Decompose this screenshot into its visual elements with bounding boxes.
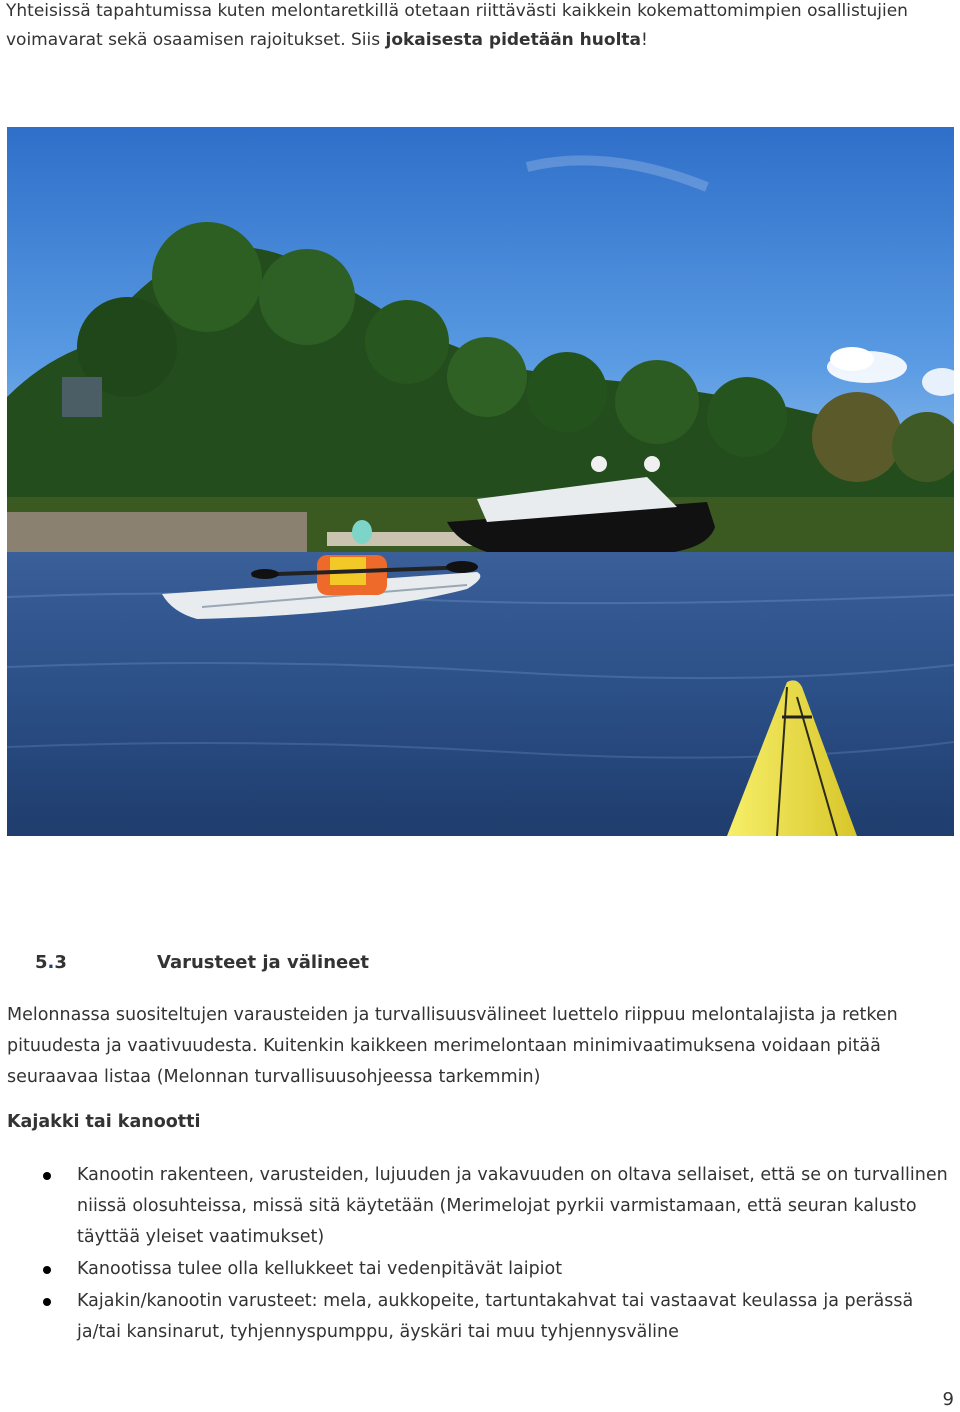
list-item xyxy=(0,1286,950,1348)
intro-bold-text: jokaisesta pidetään huolta xyxy=(385,30,641,50)
intro-text-end: ! xyxy=(641,30,648,50)
section-heading xyxy=(35,952,369,973)
page-number: 9 xyxy=(942,1389,954,1410)
bullet-list xyxy=(0,1160,950,1349)
bullet-icon xyxy=(43,1172,51,1180)
intro-paragraph xyxy=(6,0,956,55)
list-item xyxy=(0,1254,950,1285)
bullet-icon xyxy=(43,1266,51,1274)
bullet-icon xyxy=(43,1298,51,1306)
intro-text: Yhteisissä tapahtumissa kuten melontaretkillä otetaan riittävästi kaikkein kokemattomimpien osallistujien voimavarat sekä osaamisen rajoitukset. Siis xyxy=(6,1,908,50)
section-title: Varusteet ja välineet xyxy=(157,952,370,973)
section-paragraph: Melonnassa suositeltujen varausteiden ja turvallisuusvälineet luettelo riippuu melontalajista ja retken pituudesta ja vaativuudesta. Kuitenkin kaikkeen merimelontaan minimivaatimuksena voidaan pitää seuraavaa listaa (Melonnan turvallisuusohjeessa tarkemmin) xyxy=(7,1005,898,1087)
subheading: Kajakki tai kanootti xyxy=(7,1112,201,1132)
list-item xyxy=(0,1160,950,1253)
list-item-text: Kanootissa tulee olla kellukkeet tai vedenpitävät laipiot xyxy=(77,1259,563,1279)
list-item-text: Kajakin/kanootin varusteet: mela, aukkopeite, tartuntakahvat tai vastaavat keulassa ja perässä ja/tai kansinarut, tyhjennyspumppu, äyskäri tai muu tyhjennysväline xyxy=(77,1291,914,1342)
kayak-photo xyxy=(7,127,954,836)
list-item-text: Kanootin rakenteen, varusteiden, lujuuden ja vakavuuden on oltava sellaiset, että se on turvallinen niissä olosuhteissa, missä sitä käytetään (Merimelojat pyrkii varmistamaan, että seuran kalusto täyttää yleiset vaatimukset) xyxy=(77,1165,948,1247)
section-number: 5.3 xyxy=(35,952,67,973)
